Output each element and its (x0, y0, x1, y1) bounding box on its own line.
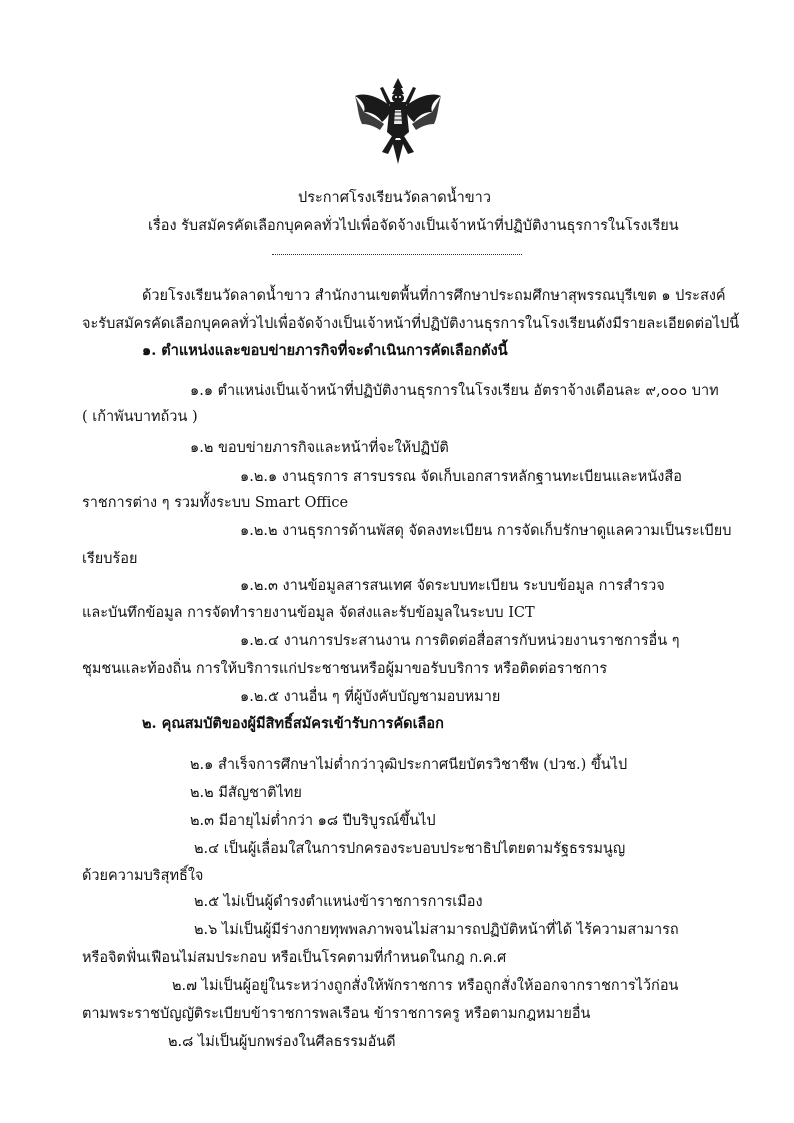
intro-paragraph-line-2: จะรับสมัครคัดเลือกบุคคลทั่วไปเพื่อจัดจ้างเป็นเจ้าหน้าที่ปฏิบัติงานธุรการในโรงเรียนดังมีรายละเอียดต่อไปนี้ (82, 316, 740, 332)
item-1-2-3-line-2: และบันทึกข้อมูล การจัดทำรายงานข้อมูล จัดส่งและรับข้อมูลในระบบ ICT (82, 605, 535, 621)
item-1-2: ๑.๒ ขอบข่ายภารกิจและหน้าที่จะให้ปฏิบัติ (190, 440, 449, 456)
intro-paragraph-line-1: ด้วยโรงเรียนวัดลาดน้ำขาว สำนักงานเขตพื้นที่การศึกษาประถมศึกษาสุพรรณบุรีเขต ๑ ประสงค์ (142, 288, 726, 304)
item-2-2: ๒.๒ มีสัญชาติไทย (190, 785, 302, 801)
item-2-6-line-1: ๒.๖ ไม่เป็นผู้มีร่างกายทุพพลภาพจนไม่สามารถปฏิบัติหน้าที่ได้ ไร้ความสามารถ (194, 922, 679, 938)
item-1-2-2-line-2: เรียบร้อย (82, 551, 138, 567)
item-1-2-5: ๑.๒.๕ งานอื่น ๆ ที่ผู้บังคับบัญชามอบหมาย (240, 689, 501, 705)
item-1-2-3-line-1: ๑.๒.๓ งานข้อมูลสารสนเทศ จัดระบบทะเบียน ระบบข้อมูล การสำรวจ (240, 578, 665, 594)
item-2-6-line-2: หรือจิตฟั่นเฟือนไม่สมประกอบ หรือเป็นโรคตามที่กำหนดในกฎ ก.ค.ศ (82, 950, 507, 966)
item-2-7-line-1: ๒.๗ ไม่เป็นผู้อยู่ในระหว่างถูกสั่งให้พักราชการ หรือถูกสั่งให้ออกจากราชการไว้ก่อน (172, 978, 679, 994)
item-2-8: ๒.๘ ไม่เป็นผู้บกพร่องในศีลธรรมอันดี (168, 1034, 396, 1050)
item-2-4-line-1: ๒.๔ เป็นผู้เลื่อมใสในการปกครองระบอบประชาธิปไตยตามรัฐธรรมนูญ (194, 841, 626, 857)
item-1-2-1-line-2: ราชการต่าง ๆ รวมทั้งระบบ Smart Office (82, 495, 349, 511)
dotted-divider (272, 254, 522, 255)
announcement-title: ประกาศโรงเรียนวัดลาดน้ำขาว (298, 190, 491, 206)
item-1-2-2-line-1: ๑.๒.๒ งานธุรการด้านพัสดุ จัดลงทะเบียน การจัดเก็บรักษาดูแลความเป็นระเบียบ (240, 523, 732, 539)
item-2-3: ๒.๓ มีอายุไม่ต่ำกว่า ๑๘ ปีบริบูรณ์ขึ้นไป (190, 813, 436, 829)
item-1-2-4-line-1: ๑.๒.๔ งานการประสานงาน การติดต่อสื่อสารกับหน่วยงานราชการอื่น ๆ (240, 633, 680, 649)
garuda-emblem-icon (352, 76, 444, 166)
item-2-5: ๒.๕ ไม่เป็นผู้ดำรงตำแหน่งข้าราชการการเมือง (194, 894, 483, 910)
section-2-heading: ๒. คุณสมบัติของผู้มีสิทธิ์สมัครเข้ารับการคัดเลือก (142, 715, 444, 732)
item-1-1-line-2: ( เก้าพันบาทถ้วน ) (82, 409, 198, 425)
item-2-1: ๒.๑ สำเร็จการศึกษาไม่ต่ำกว่าวุฒิประกาศนียบัตรวิชาชีพ (ปวช.) ขึ้นไป (190, 757, 628, 773)
section-1-heading: ๑. ตำแหน่งและขอบข่ายภารกิจที่จะดำเนินการคัดเลือกดังนี้ (142, 342, 508, 359)
item-1-2-4-line-2: ชุมชนและท้องถิ่น การให้บริการแก่ประชาชนหรือผู้มาขอรับบริการ หรือติดต่อราชการ (82, 661, 608, 677)
item-2-4-line-2: ด้วยความบริสุทธิ์ใจ (82, 868, 204, 884)
item-2-7-line-2: ตามพระราชบัญญัติระเบียบข้าราชการพลเรือน ข้าราชการครู หรือตามกฎหมายอื่น (82, 1006, 591, 1022)
item-1-1-line-1: ๑.๑ ตำแหน่งเป็นเจ้าหน้าที่ปฏิบัติงานธุรการในโรงเรียน อัตราจ้างเดือนละ ๙,๐๐๐ บาท (190, 383, 719, 399)
announcement-subject: เรื่อง รับสมัครคัดเลือกบุคคลทั่วไปเพื่อจัดจ้างเป็นเจ้าหน้าที่ปฏิบัติงานธุรการในโรงเรียน (148, 218, 679, 234)
item-1-2-1-line-1: ๑.๒.๑ งานธุรการ สารบรรณ จัดเก็บเอกสารหลักฐานทะเบียนและหนังสือ (240, 469, 682, 485)
